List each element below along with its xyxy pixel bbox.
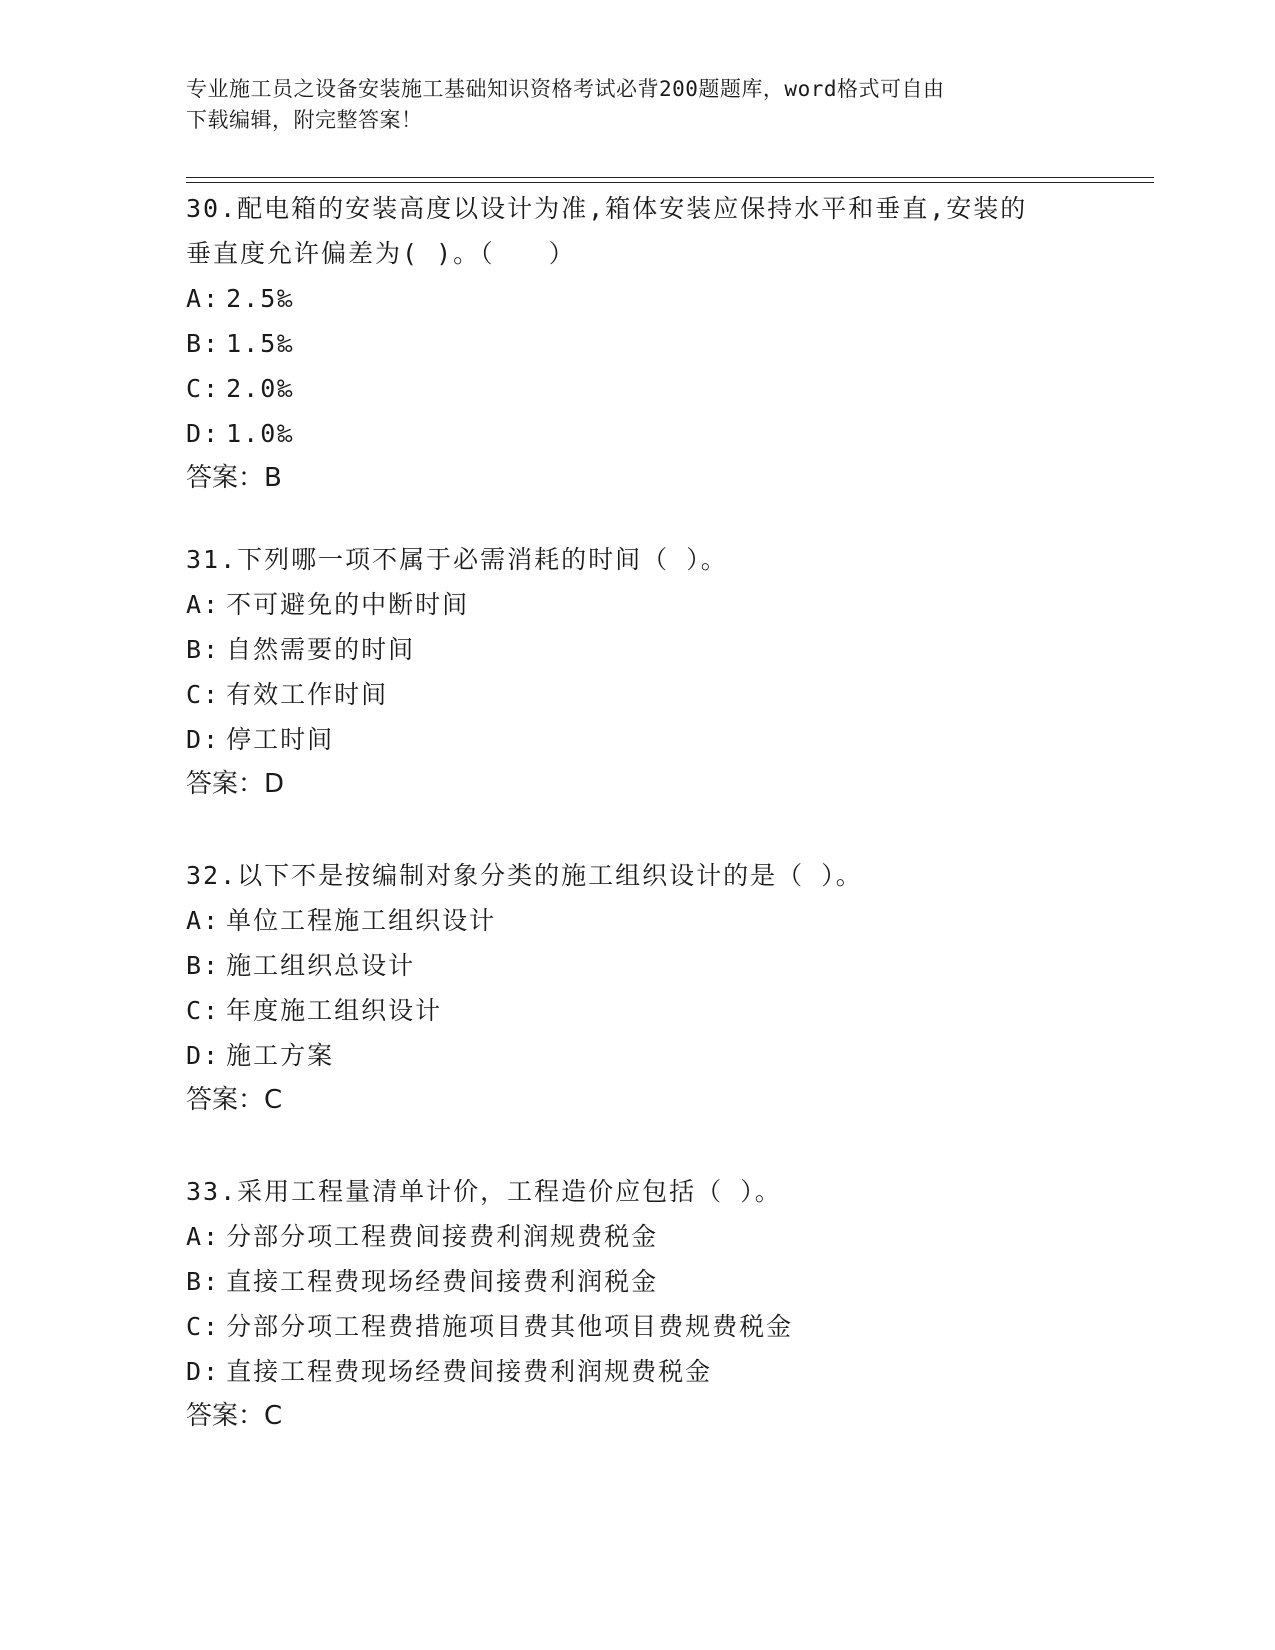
question-32 — [186, 853, 1086, 1123]
question-33 — [186, 1169, 1086, 1439]
option-text: 1.0‰ — [226, 419, 295, 448]
option-letter: C: — [186, 680, 221, 709]
option-b — [186, 321, 1086, 366]
option-letter: B: — [186, 329, 221, 358]
option-letter: B: — [186, 951, 221, 980]
option-text: 施工组织总设计 — [226, 951, 416, 980]
question-stem: 32.以下不是按编制对象分类的施工组织设计的是（ ）。 — [186, 861, 863, 890]
option-letter: A: — [186, 906, 221, 935]
option-d — [186, 1033, 1086, 1078]
option-letter: D: — [186, 1357, 221, 1386]
option-c — [186, 366, 1086, 411]
header-line-1: 专业施工员之设备安装施工基础知识资格考试必背200题题库，word格式可自由 — [186, 77, 945, 101]
option-text: 自然需要的时间 — [226, 635, 416, 664]
option-d — [186, 411, 1086, 456]
answer: 答案：C — [186, 1401, 283, 1431]
option-text: 不可避免的中断时间 — [226, 590, 470, 619]
option-text: 直接工程费现场经费间接费利润规费税金 — [226, 1357, 713, 1386]
option-text: 停工时间 — [226, 725, 335, 754]
header-line-2: 下载编辑，附完整答案！ — [186, 108, 423, 132]
option-letter: D: — [186, 419, 221, 448]
document-header — [186, 74, 1086, 136]
option-letter: C: — [186, 374, 221, 403]
option-d — [186, 717, 1086, 762]
option-text: 2.5‰ — [226, 284, 295, 313]
option-letter: A: — [186, 590, 221, 619]
option-letter: C: — [186, 996, 221, 1025]
option-text: 分部分项工程费间接费利润规费税金 — [226, 1222, 659, 1251]
option-letter: D: — [186, 725, 221, 754]
option-c — [186, 1304, 1086, 1349]
option-letter: A: — [186, 1222, 221, 1251]
option-text: 1.5‰ — [226, 329, 295, 358]
question-stem: 31.下列哪一项不属于必需消耗的时间（ ）。 — [186, 545, 728, 574]
option-b — [186, 1259, 1086, 1304]
option-text: 有效工作时间 — [226, 680, 389, 709]
option-d — [186, 1349, 1086, 1394]
question-stem: 33.采用工程量清单计价，工程造价应包括（ ）。 — [186, 1177, 782, 1206]
answer: 答案：C — [186, 1085, 283, 1115]
question-stem-continued: 垂直度允许偏差为( )。（ ） — [186, 239, 576, 268]
option-letter: B: — [186, 635, 221, 664]
option-c — [186, 672, 1086, 717]
option-letter: A: — [186, 284, 221, 313]
question-31 — [186, 537, 1086, 807]
option-b — [186, 943, 1086, 988]
option-text: 2.0‰ — [226, 374, 295, 403]
option-text: 施工方案 — [226, 1041, 335, 1070]
option-a — [186, 898, 1086, 943]
option-a — [186, 1214, 1086, 1259]
option-text: 直接工程费现场经费间接费利润税金 — [226, 1267, 659, 1296]
answer: 答案：D — [186, 769, 285, 799]
option-letter: C: — [186, 1312, 221, 1341]
option-letter: B: — [186, 1267, 221, 1296]
option-letter: D: — [186, 1041, 221, 1070]
answer: 答案：B — [186, 463, 282, 493]
option-c — [186, 988, 1086, 1033]
header-divider-bottom — [186, 182, 1154, 183]
question-30 — [186, 186, 1086, 501]
header-divider-top — [186, 177, 1154, 178]
option-text: 分部分项工程费措施项目费其他项目费规费税金 — [226, 1312, 794, 1341]
option-a — [186, 276, 1086, 321]
option-b — [186, 627, 1086, 672]
option-text: 单位工程施工组织设计 — [226, 906, 497, 935]
option-text: 年度施工组织设计 — [226, 996, 443, 1025]
question-stem: 30.配电箱的安装高度以设计为准,箱体安装应保持水平和垂直,安装的 — [186, 194, 1028, 223]
option-a — [186, 582, 1086, 627]
